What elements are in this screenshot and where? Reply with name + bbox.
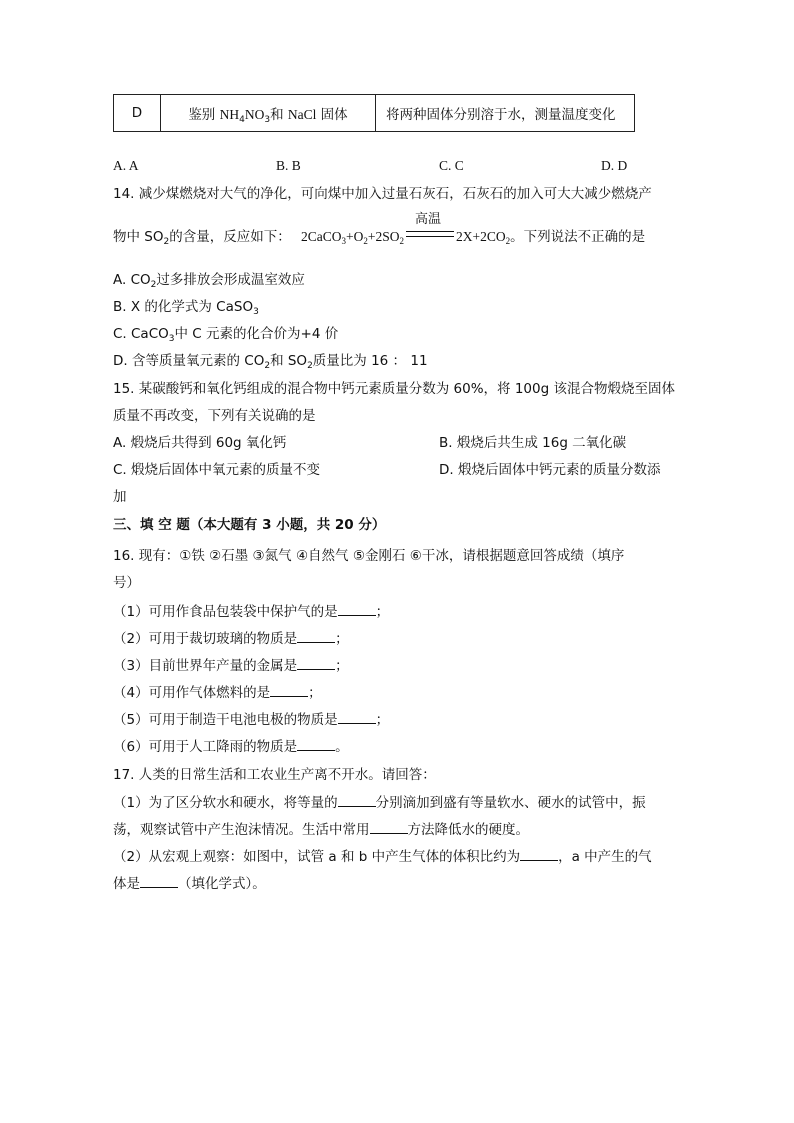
q17-stem: 17. 人类的日常生活和工农业生产离不开水。请回答： [113,767,436,783]
answer-blank[interactable] [140,874,178,888]
answer-blank[interactable] [338,710,376,724]
q14-stem-line2: 物中 $SO_2$的含量，反应如下： $2CaCO_3+O_2+2SO_2$ 高温 $2X+2CO_2$。下列说法不正确的是 [113,211,646,247]
answer-blank[interactable] [370,820,408,834]
q13-option-a: A. A [113,158,139,173]
answer-blank[interactable] [297,737,335,751]
q15-option-c: C. 煅烧后固体中氧元素的质量不变 [113,462,321,478]
answer-blank[interactable] [297,656,335,670]
answer-blank[interactable] [338,602,376,616]
q15-option-d-cont: 加 [113,489,127,505]
q17-part2-line2: 体是 （填化学式）。 [113,876,266,892]
options-table [113,94,635,132]
q13-option-b: B. B [276,158,301,173]
q15-option-b: B. 煅烧后共生成 16g 二氧化碳 [439,435,627,451]
q17-part1-line1: （1）为了区分软水和硬水，将等量的 分别滴加到盛有等量软水、硬水的试管中，振 [113,795,646,811]
q16-item-4: （4）可用作气体燃料的是 ； [113,685,322,701]
reaction-equation: $2CaCO_3+O_2+2SO_2$ 高温 $2X+2CO_2$ [301,211,511,246]
q16-item-3: （3）目前世界年产量的金属是 ； [113,658,349,674]
answer-blank[interactable] [270,683,308,697]
q17-part1-line2: 荡，观察试管中产生泡沫情况。生活中常用 方法降低水的硬度。 [113,822,529,838]
q16-stem-line1: 16. 现有：①铁 ②石墨 ③氮气 ④自然气 ⑤金刚石 ⑥干冰，请根据题意回答成绩（填序 [113,548,625,564]
q13-option-c: C. C [439,158,464,173]
q14-option-b: B. X 的化学式为 CaSO$_3$ [113,299,259,317]
q16-item-1: （1）可用作食品包装袋中保护气的是 ； [113,604,390,620]
method-cell: 将两种固体分别溶于水，测量温度变化 [376,95,635,132]
q14-option-a: A. $CO_2$过多排放会形成温室效应 [113,272,305,290]
section-heading: 三、填 空 题（本大题有 3 小题，共 20 分） [113,517,386,533]
q14-option-d: D. 含等质量氧元素的 $CO_2$和 $SO_2$质量比为 16 ： 11 [113,353,428,371]
q15-option-a: A. 煅烧后共得到 60g 氧化钙 [113,435,287,451]
q14-option-c: C. CaCO$_3$中 C 元素的化合价为+4 价 [113,326,339,344]
q15-stem-line1: 15. 某碳酸钙和氧化钙组成的混合物中钙元素质量分数为 60%，将 100g 该混合物煅烧至固体 [113,381,675,397]
purpose-cell: 鉴别 $NH_4NO_3$和 NaCl 固体 [161,95,376,132]
q15-option-d: D. 煅烧后固体中钙元素的质量分数添 [439,462,661,478]
option-letter-cell: D [114,95,161,132]
q16-item-2: （2）可用于裁切玻璃的物质是 ； [113,631,349,647]
q17-part2-line1: （2）从宏观上观察：如图中，试管 a 和 b 中产生气体的体积比约为 ，a 中产生的气 [113,849,652,865]
q14-stem-line1: 14. 减少煤燃烧对大气的净化，可向煤中加入过量石灰石，石灰石的加入可大大减少燃烧产 [113,186,652,202]
reaction-condition: 高温 [415,211,442,226]
q16-item-5: （5）可用于制造干电池电极的物质是 ； [113,712,390,728]
answer-blank[interactable] [338,793,376,807]
q16-item-6: （6）可用于人工降雨的物质是 。 [113,739,349,755]
equals-sign [406,231,454,237]
answer-blank[interactable] [520,847,558,861]
q16-stem-line2: 号） [113,575,140,591]
q13-option-d: D. D [601,158,628,173]
q15-stem-line2: 质量不再改变，下列有关说确的是 [113,408,316,424]
table-row [114,95,635,132]
answer-blank[interactable] [297,629,335,643]
